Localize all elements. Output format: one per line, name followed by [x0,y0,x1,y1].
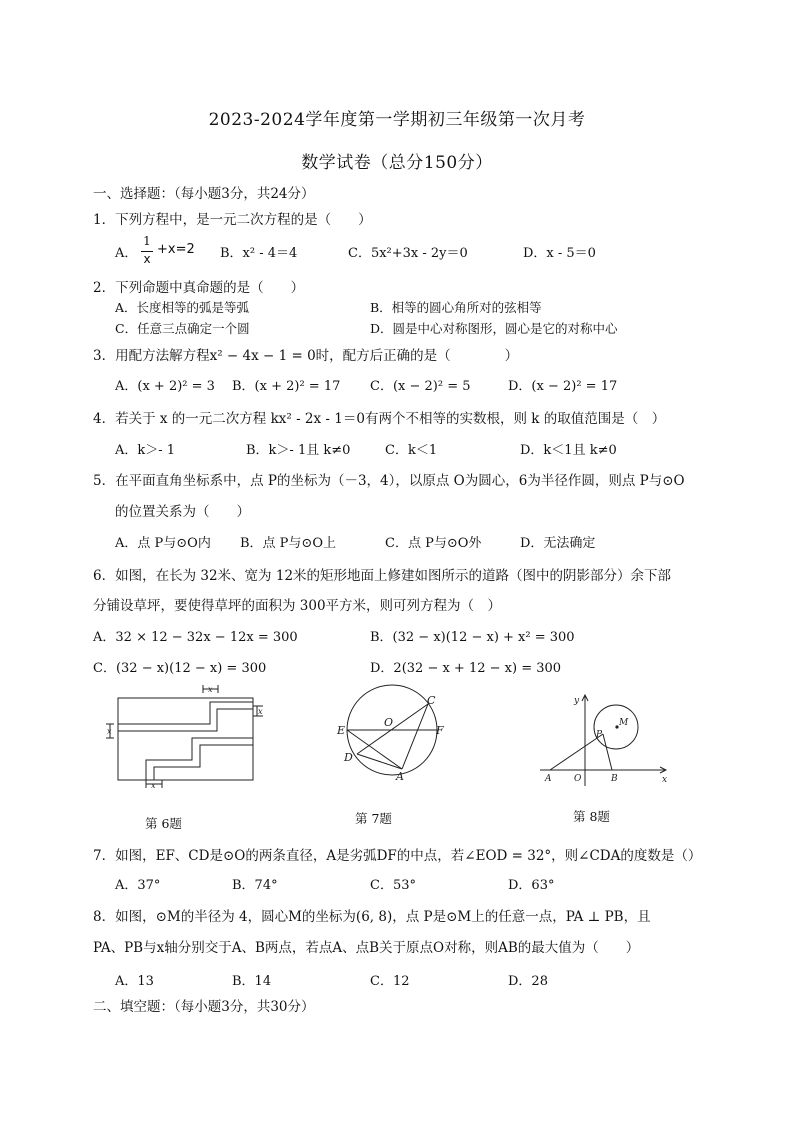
fig7-label-f: F [436,724,444,737]
question-4-option-c: C．k＜1 [385,443,438,458]
fig8-label-b: B [611,774,618,784]
page-subtitle: 数学试卷（总分150分） [301,153,493,173]
question-5-option-d: D．无法确定 [520,536,596,551]
question-6-option-d: D．2(32 − x + 12 − x) = 300 [370,661,562,676]
question-4-option-a: A．k＞- 1 [115,443,176,458]
question-7-option-b: B．74° [232,878,278,893]
question-5-stem-line1: 5．在平面直角坐标系中，点 P的坐标为（－3，4），以原点 O为圆心，6为半径作圆，则点 P与⊙O [93,473,685,489]
fraction-numerator: 1 [143,234,151,248]
section-heading: 一、选择题：（每小题3分，共24分） [93,186,315,202]
question-7-option-d: D．63° [508,878,555,893]
question-5-option-c: C．点 P与⊙O外 [385,536,482,551]
fig8-line-pb [603,734,612,770]
fig7-label-e: E [337,724,346,737]
question-8-option-a: A．13 [115,974,154,989]
fig7-label-o: O [384,716,394,729]
figure-8-coordinate-diagram [530,690,680,790]
question-3-option-d: D．(x − 2)² = 17 [508,379,618,394]
fig6-label-x-bottom: x [151,781,156,790]
figure-6-caption: 第 6题 [145,816,182,831]
fig6-road-edge-4 [154,745,253,780]
question-2-option-d: D．圆是中心对称图形，圆心是它的对称中心 [370,321,618,336]
question-1-option-d: D．x - 5＝0 [523,246,596,261]
section-2-heading: 二、填空题：（每小题3分，共30分） [93,999,315,1015]
fig8-label-o: O [574,774,582,784]
fig6-label-x-top: x [208,685,213,694]
question-2-option-c: C．任意三点确定一个圆 [115,321,250,336]
question-8-stem-line1: 8．如图，⊙M的半径为 4，圆心M的坐标为(6, 8)，点 P是⊙M上的任意一点，PA ⊥ PB，且 [93,909,651,925]
question-7-option-a: A．37° [115,878,161,893]
question-8-stem-line2: PA、PB与x轴分别交于A、B两点，若点A、点B关于原点O对称，则AB的最大值为（ ） [93,940,640,956]
fig8-label-y: y [574,696,580,706]
fig6-road-edge-2 [118,709,253,731]
fig8-label-x: x [662,775,668,785]
question-3-stem: 3．用配方法解方程x² − 4x − 1 = 0时，配方后正确的是（ ） [93,348,519,364]
figure-6-road-diagram [100,680,275,795]
fig6-road-edge-1 [118,702,253,724]
question-4-option-b: B．k＞- 1且 k≠0 [246,443,351,458]
fraction-denominator: x [143,252,151,266]
question-6-option-a: A．32 × 12 − 32x − 12x = 300 [93,630,298,645]
question-4-option-d: D．k＜1且 k≠0 [520,443,617,458]
question-7-stem: 7．如图，EF、CD是⊙O的两条直径，A是劣弧DF的中点，若∠EOD = 32°，则∠CDA的度数是（） [93,848,702,864]
fig7-label-d: D [344,751,353,764]
fig6-label-x-right: x [258,707,263,716]
question-1-option-b: B．x² - 4＝4 [220,246,298,261]
fig6-rectangle [118,698,253,780]
fig7-chord-ea [347,730,402,769]
question-4-stem: 4．若关于 x 的一元二次方程 kx² - 2x - 1＝0有两个不相等的实数根，则 k 的取值范围是（ ） [93,411,666,427]
figure-7-circle-diagram [330,680,455,795]
question-2-option-a: A．长度相等的弧是等弧 [115,300,250,315]
question-6-stem-line1: 6．如图，在长为 32米、宽为 12米的矩形地面上修建如图所示的道路（图中的阴影部分）余下部 [93,568,672,584]
question-3-option-a: A．(x + 2)² = 3 [115,379,215,394]
question-3-option-b: B．(x + 2)² = 17 [232,379,341,394]
figure-8-caption: 第 8题 [573,809,610,824]
question-2-stem: 2．下列命题中真命题的是（ ） [93,280,305,296]
question-3-option-c: C．(x − 2)² = 5 [370,379,471,394]
question-5-stem-line2: 的位置关系为（ ） [115,504,250,520]
figure-7-caption: 第 7题 [355,811,392,826]
fig7-diameter-cd [357,704,428,754]
question-8-option-d: D．28 [508,974,548,989]
question-6-option-b: B．(32 − x)(12 − x) + x² = 300 [370,630,575,645]
question-2-option-b: B．相等的圆心角所对的弦相等 [370,300,542,315]
question-8-option-c: C．12 [370,974,410,989]
fig8-label-m: M [619,718,629,728]
question-5-option-b: B．点 P与⊙O上 [240,536,336,551]
fig8-label-p: P [596,730,603,740]
fig7-label-c: C [427,694,436,707]
question-5-option-a: A．点 P与⊙O内 [115,536,211,551]
fig8-label-a: A [545,774,552,784]
question-8-option-b: B．14 [232,974,272,989]
option-a-rest: +x=2 [157,242,195,257]
question-6-option-c: C．(32 − x)(12 − x) = 300 [93,661,267,676]
fig7-label-a: A [396,770,404,783]
question-6-stem-line2: 分铺设草坪，要使得草坪的面积为 300平方米，则可列方程为（ ） [93,598,502,614]
question-1-option-c: C．5x²+3x - 2y＝0 [348,246,468,261]
page-title: 2023-2024学年度第一学期初三年级第一次月考 [208,110,586,130]
option-a-prefix: A． [115,246,138,261]
fig6-label-x-left: x [107,727,112,736]
fig7-chord-da [357,754,402,769]
question-1-stem: 1．下列方程中，是一元二次方程的是（ ） [93,212,372,228]
question-7-option-c: C．53° [370,878,416,893]
